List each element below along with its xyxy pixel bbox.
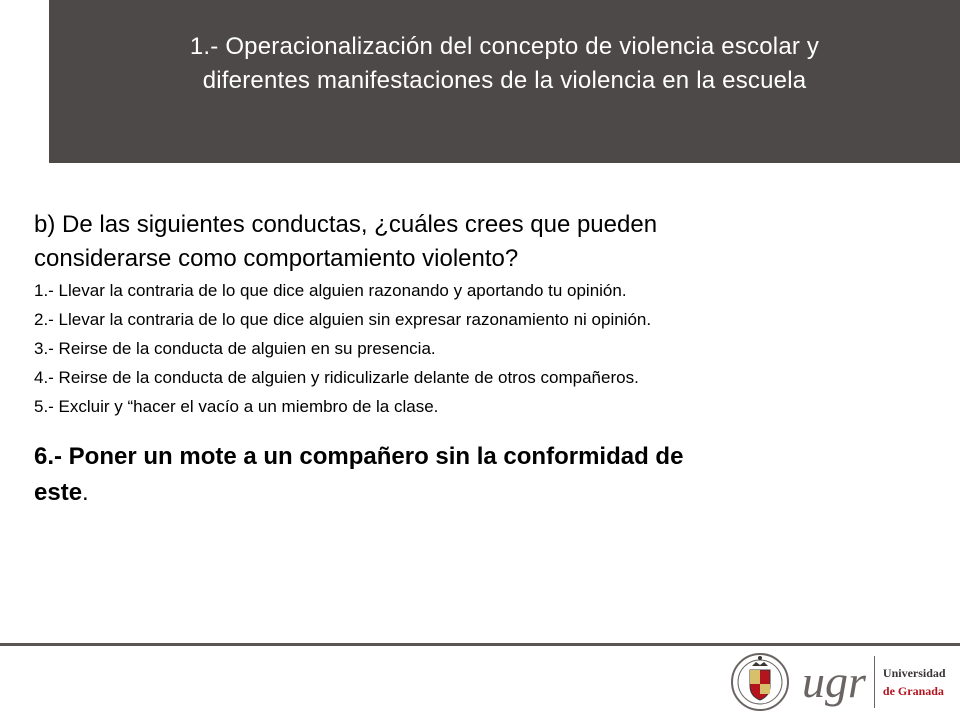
slide-title bbox=[49, 30, 960, 98]
highlighted-item-line-1: 6.- Poner un mote a un compañero sin la conformidad de bbox=[34, 443, 684, 470]
slide-title-line-1: 1.- Operacionalización del concepto de violencia escolar y bbox=[189, 33, 820, 60]
ugr-logotype: ugr bbox=[802, 656, 866, 707]
question bbox=[34, 208, 934, 276]
university-name-line-1: Universidad bbox=[882, 666, 946, 680]
behavior-list bbox=[34, 276, 934, 421]
highlighted-item bbox=[34, 439, 934, 511]
question-line-1: b) De las siguientes conductas, ¿cuáles crees que pueden bbox=[34, 211, 658, 238]
university-name bbox=[883, 664, 946, 700]
list-item: 3.- Reirse de la conducta de alguien en su presencia. bbox=[34, 339, 436, 358]
title-banner bbox=[49, 0, 960, 163]
coat-of-arms-icon bbox=[730, 652, 794, 712]
list-item: 4.- Reirse de la conducta de alguien y ridiculizarle delante de otros compañeros. bbox=[34, 368, 639, 387]
list-item: 1.- Llevar la contraria de lo que dice alguien razonando y aportando tu opinión. bbox=[34, 281, 627, 300]
university-name-line-2: de Granada bbox=[882, 684, 944, 698]
slide-title-line-2: diferentes manifestaciones de la violencia en la escuela bbox=[202, 67, 807, 94]
question-line-2: considerarse como comportamiento violento? bbox=[34, 245, 519, 272]
list-item: 5.- Excluir y “hacer el vacío a un miembro de la clase. bbox=[34, 397, 439, 416]
slide-body bbox=[34, 208, 934, 511]
logo-separator bbox=[874, 656, 875, 708]
university-logo bbox=[730, 652, 946, 712]
highlighted-item-period: . bbox=[82, 479, 89, 506]
highlighted-item-line-2: este bbox=[34, 479, 83, 506]
footer-divider bbox=[0, 643, 960, 646]
list-item: 2.- Llevar la contraria de lo que dice alguien sin expresar razonamiento ni opinión. bbox=[34, 310, 652, 329]
